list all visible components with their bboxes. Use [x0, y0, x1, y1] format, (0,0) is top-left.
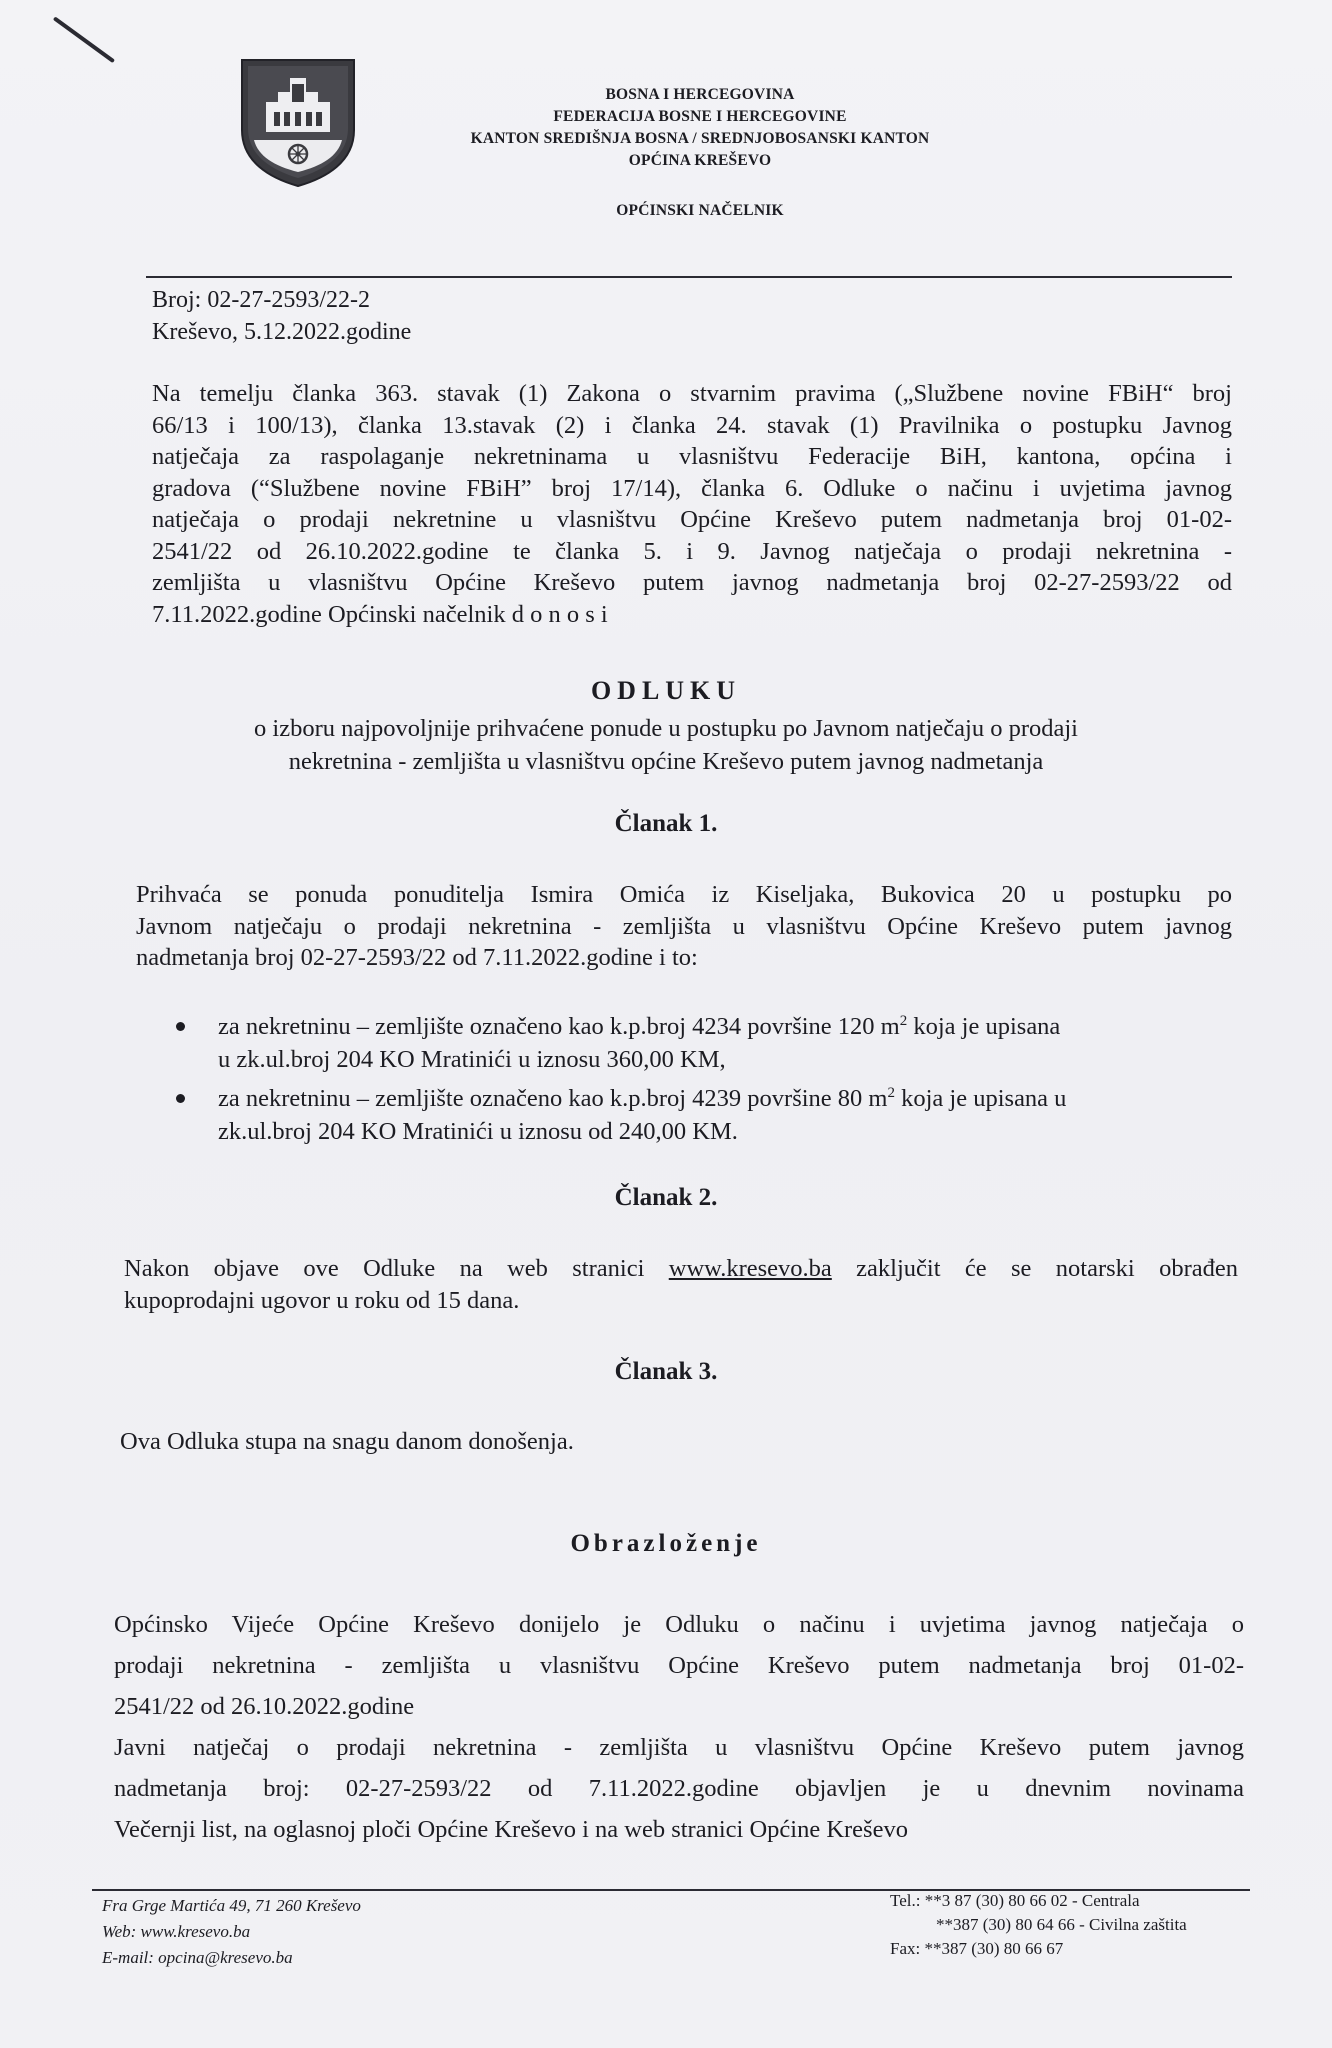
- decision-title: ODLUKU: [590, 676, 742, 705]
- preamble-paragraph: [152, 378, 1232, 630]
- property-text: za nekretninu – zemljište označeno kao k.p.broj 4239 površine 80 m: [218, 1085, 888, 1112]
- letterhead-line-municipality: OPĆINA KREŠEVO: [628, 152, 772, 169]
- municipality-crest-icon: [238, 56, 358, 188]
- article-2-line: [124, 1253, 1238, 1285]
- article-3-title: Članak 3.: [614, 1358, 718, 1385]
- article-1-title: Članak 1.: [614, 810, 718, 837]
- article-3-line: Ova Odluka stupa na snagu danom donošenja.: [120, 1428, 574, 1455]
- footer-phone-civil: **387 (30) 80 64 66 - Civilna zaštita: [936, 1915, 1187, 1934]
- article-1-line: Prihvaća se ponuda ponuditelja Ismira Omića iz Kiseljaka, Bukovica 20 u postupku po: [136, 881, 1232, 908]
- property-text: za nekretninu – zemljište označeno kao k.p.broj 4234 površine 120 m: [218, 1013, 900, 1040]
- preamble-line: 2541/22 od 26.10.2022.godine te članka 5. i 9. Javnog natječaja o prodaji nekretnina -: [152, 537, 1232, 565]
- header-divider: [146, 276, 1232, 278]
- bullet-icon: [176, 1094, 185, 1103]
- decision-subtitle-line: nekretnina - zemljišta u vlasništvu općine Kreševo putem javnog nadmetanja: [288, 748, 1044, 775]
- preamble-line: Na temelju članka 363. stavak (1) Zakona o stvarnim pravima („Službene novine FBiH“ broj: [152, 380, 1232, 407]
- decision-subtitle-line: o izboru najpovoljnije prihvaćene ponude u postupku po Javnom natječaju o prodaji: [254, 715, 1078, 742]
- article-2-line: kupoprodajni ugovor u roku od 15 dana.: [124, 1286, 520, 1314]
- reference-block: [152, 284, 411, 348]
- property-list: [176, 1010, 1240, 1154]
- article-2-title: Članak 2.: [614, 1184, 718, 1211]
- property-line: [218, 1082, 1240, 1115]
- article-1-paragraph: [136, 879, 1232, 974]
- footer-address: Fra Grge Martića 49, 71 260 Kreševo: [102, 1896, 361, 1915]
- decision-subtitle: [0, 712, 1332, 778]
- article-3-paragraph: [120, 1426, 1220, 1458]
- reasoning-title: Obrazloženje: [570, 1530, 762, 1557]
- reasoning-line: prodaji nekretnina - zemljišta u vlasništvu Općine Kreševo putem nadmetanja broj 01-02-: [114, 1652, 1244, 1679]
- preamble-line: natječaja za raspolaganje nekretninama u vlasništvu Federacije BiH, kantona, općina i: [152, 443, 1232, 470]
- letterhead: [380, 84, 1020, 222]
- reasoning-line: 2541/22 od 26.10.2022.godine: [114, 1693, 415, 1720]
- area-unit-exponent: 2: [899, 1013, 908, 1029]
- letterhead-office: OPĆINSKI NAČELNIK: [616, 202, 784, 219]
- article-1-line: Javnom natječaju o prodaji nekretnina - zemljišta u vlasništvu Općine Kreševo putem javnog: [136, 912, 1232, 940]
- reasoning-line: nadmetanja broj: 02-27-2593/22 od 7.11.2022.godine objavljen je u dnevnim novinama: [114, 1775, 1244, 1802]
- property-line: [218, 1010, 1240, 1043]
- website-link[interactable]: www.kresevo.ba: [668, 1255, 832, 1282]
- preamble-line: 7.11.2022.godine Općinski načelnik d o n o s i: [152, 600, 608, 628]
- reasoning-line: Večernji list, na oglasnoj ploči Općine Kreševo i na web stranici Općine Kreševo: [114, 1816, 908, 1843]
- reference-place-date: Kreševo, 5.12.2022.godine: [152, 319, 412, 345]
- area-unit-exponent: 2: [887, 1085, 895, 1101]
- property-text: koja je upisana u: [894, 1085, 1067, 1112]
- preamble-line: 66/13 i 100/13), članka 13.stavak (2) i članka 24. stavak (1) Pravilnika o postupku Javnog: [152, 411, 1232, 439]
- reference-number: Broj: 02-27-2593/22-2: [152, 287, 370, 313]
- reasoning-line: Javni natječaj o prodaji nekretnina - zemljišta u vlasništvu Općine Kreševo putem javnog: [114, 1734, 1244, 1761]
- reasoning-paragraph: [114, 1604, 1244, 1850]
- letterhead-line-federation: FEDERACIJA BOSNE I HERCEGOVINE: [553, 108, 847, 125]
- preamble-line: zemljišta u vlasništvu Općine Kreševo putem javnog nadmetanja broj 02-27-2593/22 od: [152, 569, 1232, 596]
- article-2-text: zaključit će se notarski obrađen: [831, 1255, 1238, 1282]
- footer-phone-central: Tel.: **3 87 (30) 80 66 02 - Centrala: [890, 1891, 1140, 1910]
- preamble-line: gradova (“Službene novine FBiH” broj 17/14), članka 6. Odluke o načinu i uvjetima javnog: [152, 474, 1232, 502]
- letterhead-line-country: BOSNA I HERCEGOVINA: [605, 86, 795, 103]
- property-text: koja je upisana: [907, 1013, 1061, 1040]
- footer-contact-right: [890, 1889, 1187, 1961]
- reasoning-line: Općinsko Vijeće Općine Kreševo donijelo je Odluku o načinu i uvjetima javnog natječaja o: [114, 1611, 1244, 1638]
- letterhead-line-canton: KANTON SREDIŠNJA BOSNA / SREDNJOBOSANSKI KANTON: [470, 130, 930, 147]
- article-1-line: nadmetanja broj 02-27-2593/22 od 7.11.2022.godine i to:: [136, 944, 698, 971]
- preamble-line: natječaja o prodaji nekretnine u vlasništvu Općine Kreševo putem nadmetanja broj 01-02-: [152, 506, 1232, 533]
- article-2-text: Nakon objave ove Odluke na web stranici: [124, 1255, 669, 1282]
- list-item: [176, 1082, 1240, 1148]
- property-line: u zk.ul.broj 204 KO Mratinići u iznosu 360,00 KM,: [218, 1046, 726, 1073]
- footer-email: E-mail: opcina@kresevo.ba: [102, 1948, 293, 1967]
- article-2-paragraph: [124, 1253, 1238, 1316]
- property-line: zk.ul.broj 204 KO Mratinići u iznosu od 240,00 KM.: [218, 1118, 738, 1145]
- footer-fax: Fax: **387 (30) 80 66 67: [890, 1939, 1064, 1958]
- footer-web: Web: www.kresevo.ba: [102, 1922, 251, 1941]
- pen-stroke-mark: [53, 16, 115, 63]
- footer-contact-left: [102, 1893, 361, 1971]
- list-item: [176, 1010, 1240, 1076]
- bullet-icon: [176, 1022, 185, 1031]
